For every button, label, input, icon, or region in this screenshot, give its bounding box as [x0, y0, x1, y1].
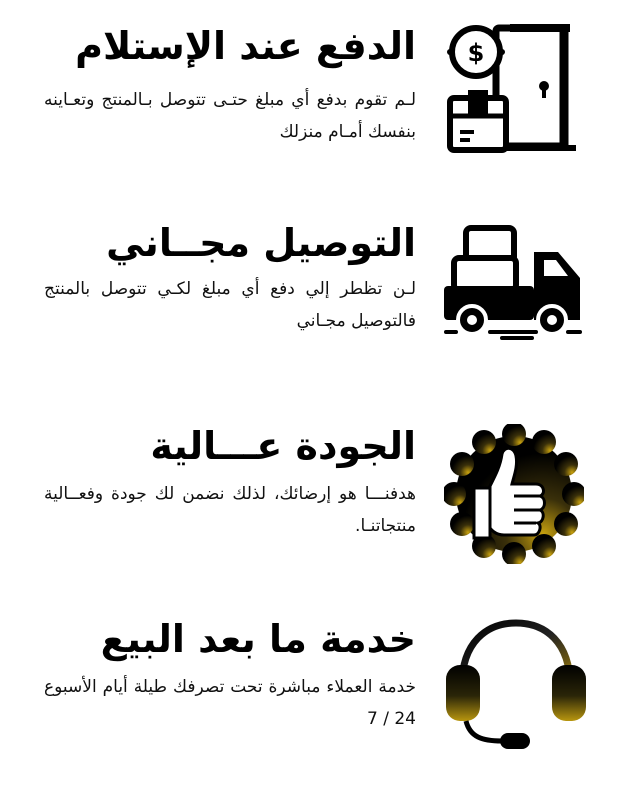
feature-title: خدمة ما بعد البيع: [100, 617, 416, 661]
feature-high-quality: [0, 410, 638, 580]
feature-title: الدفع عند الإستلام: [75, 24, 416, 68]
thumbs-up-badge-icon: [444, 424, 594, 564]
svg-text:$: $: [467, 39, 485, 67]
headset-icon: [440, 613, 590, 753]
feature-description: لـن تظطر إلي دفع أي مبلغ لكـي تتوصل بالمنتج فالتوصيل مجـاني: [44, 279, 416, 331]
feature-cash-on-delivery: [0, 0, 638, 170]
feature-description: خدمة العملاء مباشرة تحت تصرفك طيلة أيام الأسبوع 24 / 7: [44, 677, 416, 729]
feature-after-sales-service: [0, 605, 638, 775]
delivery-truck-icon: [440, 220, 590, 360]
feature-description: لـم تقوم بدفع أي مبلغ حتـى تتوصل بـالمنتج وتعـاينه بنفسك أمـام منزلك: [44, 90, 416, 142]
door-cash-package-icon: [440, 20, 590, 160]
feature-free-delivery: [0, 205, 638, 375]
feature-description: هدفنـــا هو إرضائك، لذلك نضمن لك جودة وفعــالية منتجاتنـا.: [44, 484, 416, 536]
feature-title: التوصيل مجــاني: [106, 221, 416, 265]
feature-title: الجودة عـــالية: [150, 424, 416, 468]
